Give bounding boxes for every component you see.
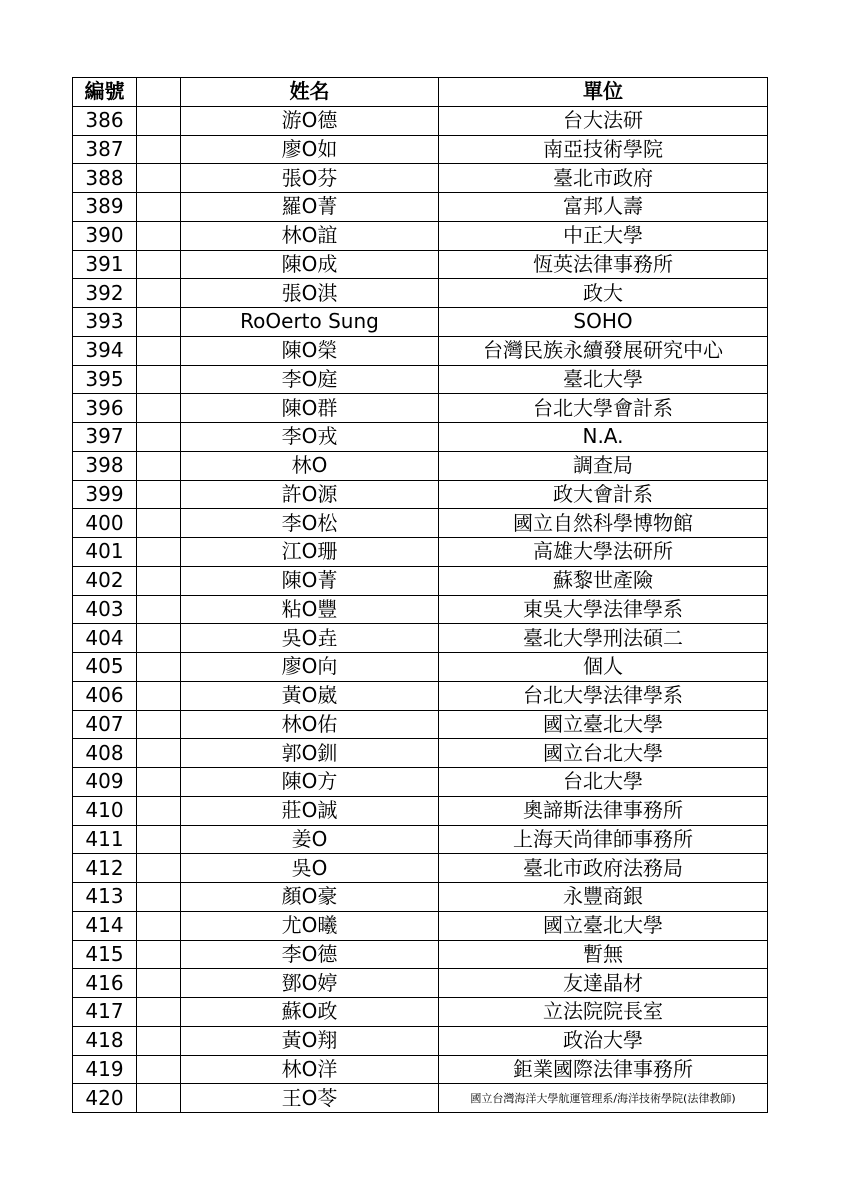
table-row (73, 566, 768, 595)
row-name: 吳O (181, 854, 439, 883)
row-id: 402 (73, 566, 137, 595)
row-unit: 上海天尚律師事務所 (439, 825, 768, 854)
row-name: RoOerto Sung (181, 308, 439, 337)
row-blank (137, 566, 181, 595)
row-name: 李O德 (181, 940, 439, 969)
row-id: 390 (73, 221, 137, 250)
row-id: 407 (73, 710, 137, 739)
row-id: 391 (73, 250, 137, 279)
row-unit: 國立自然科學博物館 (439, 509, 768, 538)
row-name: 尤O曦 (181, 911, 439, 940)
row-unit: 國立臺北大學 (439, 911, 768, 940)
table-row (73, 998, 768, 1027)
row-blank (137, 135, 181, 164)
row-id: 418 (73, 1026, 137, 1055)
row-id: 405 (73, 653, 137, 682)
table-row (73, 624, 768, 653)
table-row (73, 423, 768, 452)
row-blank (137, 1055, 181, 1084)
row-blank (137, 739, 181, 768)
row-id: 389 (73, 193, 137, 222)
row-id: 416 (73, 969, 137, 998)
table-row (73, 135, 768, 164)
table-row (73, 451, 768, 480)
row-blank (137, 250, 181, 279)
table-row (73, 538, 768, 567)
registrant-table (72, 77, 768, 1113)
row-name: 張O芬 (181, 164, 439, 193)
row-id: 386 (73, 106, 137, 135)
row-id: 400 (73, 509, 137, 538)
row-name: 廖O向 (181, 653, 439, 682)
table-row (73, 394, 768, 423)
row-unit: 國立臺北大學 (439, 710, 768, 739)
row-name: 李O松 (181, 509, 439, 538)
row-unit: 南亞技術學院 (439, 135, 768, 164)
row-id: 406 (73, 681, 137, 710)
table-row (73, 365, 768, 394)
row-blank (137, 1084, 181, 1113)
row-name: 郭O釧 (181, 739, 439, 768)
row-blank (137, 883, 181, 912)
table-row (73, 509, 768, 538)
row-id: 409 (73, 768, 137, 797)
row-blank (137, 394, 181, 423)
table-row (73, 710, 768, 739)
row-unit: 暫無 (439, 940, 768, 969)
table-row (73, 164, 768, 193)
row-name: 粘O豐 (181, 595, 439, 624)
row-blank (137, 969, 181, 998)
row-blank (137, 796, 181, 825)
row-blank (137, 653, 181, 682)
row-id: 395 (73, 365, 137, 394)
row-blank (137, 308, 181, 337)
row-blank (137, 940, 181, 969)
row-blank (137, 336, 181, 365)
row-blank (137, 854, 181, 883)
row-blank (137, 681, 181, 710)
row-id: 415 (73, 940, 137, 969)
row-id: 408 (73, 739, 137, 768)
table-row (73, 911, 768, 940)
row-name: 顏O豪 (181, 883, 439, 912)
row-blank (137, 164, 181, 193)
table-row (73, 854, 768, 883)
row-unit: 永豐商銀 (439, 883, 768, 912)
row-name: 黃O翔 (181, 1026, 439, 1055)
row-blank (137, 768, 181, 797)
row-unit: 立法院院長室 (439, 998, 768, 1027)
header-row (73, 78, 768, 107)
table-row (73, 1055, 768, 1084)
row-name: 林O洋 (181, 1055, 439, 1084)
row-name: 許O源 (181, 480, 439, 509)
row-blank (137, 480, 181, 509)
header-blank (137, 78, 181, 107)
row-unit: 台灣民族永續發展研究中心 (439, 336, 768, 365)
row-name: 黃O崴 (181, 681, 439, 710)
row-id: 420 (73, 1084, 137, 1113)
row-unit: 台北大學法律學系 (439, 681, 768, 710)
table-row (73, 308, 768, 337)
row-blank (137, 193, 181, 222)
row-name: 陳O榮 (181, 336, 439, 365)
row-id: 401 (73, 538, 137, 567)
row-blank (137, 538, 181, 567)
row-blank (137, 998, 181, 1027)
row-name: 陳O菁 (181, 566, 439, 595)
row-unit: 恆英法律事務所 (439, 250, 768, 279)
row-name: 廖O如 (181, 135, 439, 164)
row-blank (137, 911, 181, 940)
row-id: 412 (73, 854, 137, 883)
table-row (73, 969, 768, 998)
row-unit: 高雄大學法研所 (439, 538, 768, 567)
row-id: 417 (73, 998, 137, 1027)
row-unit: 政治大學 (439, 1026, 768, 1055)
row-name: 張O淇 (181, 279, 439, 308)
table-row (73, 480, 768, 509)
row-name: 吳O垚 (181, 624, 439, 653)
row-id: 392 (73, 279, 137, 308)
table-row (73, 106, 768, 135)
row-unit: 鉅業國際法律事務所 (439, 1055, 768, 1084)
table-row (73, 250, 768, 279)
header-name: 姓名 (181, 78, 439, 107)
row-blank (137, 710, 181, 739)
row-name: 李O庭 (181, 365, 439, 394)
row-id: 398 (73, 451, 137, 480)
row-name: 林O佑 (181, 710, 439, 739)
header-unit: 單位 (439, 78, 768, 107)
row-name: 姜O (181, 825, 439, 854)
row-blank (137, 451, 181, 480)
row-unit: 政大 (439, 279, 768, 308)
row-id: 419 (73, 1055, 137, 1084)
row-unit: 調查局 (439, 451, 768, 480)
row-name: 莊O誠 (181, 796, 439, 825)
row-unit: 中正大學 (439, 221, 768, 250)
row-name: 游O德 (181, 106, 439, 135)
row-blank (137, 595, 181, 624)
table-row (73, 681, 768, 710)
row-blank (137, 423, 181, 452)
table-row (73, 825, 768, 854)
row-blank (137, 509, 181, 538)
table-row (73, 1026, 768, 1055)
row-unit: 臺北大學刑法碩二 (439, 624, 768, 653)
row-name: 陳O方 (181, 768, 439, 797)
row-blank (137, 1026, 181, 1055)
row-blank (137, 221, 181, 250)
table-row (73, 336, 768, 365)
row-unit: 個人 (439, 653, 768, 682)
row-id: 399 (73, 480, 137, 509)
row-unit: 臺北大學 (439, 365, 768, 394)
table-row (73, 883, 768, 912)
row-unit: 臺北市政府法務局 (439, 854, 768, 883)
row-unit: 國立台灣海洋大學航運管理系/海洋技術學院(法律教師) (439, 1084, 768, 1113)
row-name: 林O誼 (181, 221, 439, 250)
row-name: 羅O菁 (181, 193, 439, 222)
row-id: 397 (73, 423, 137, 452)
row-blank (137, 106, 181, 135)
table-row (73, 653, 768, 682)
row-blank (137, 624, 181, 653)
table-row (73, 1084, 768, 1113)
row-name: 林O (181, 451, 439, 480)
row-id: 410 (73, 796, 137, 825)
row-unit: 台北大學 (439, 768, 768, 797)
table-row (73, 279, 768, 308)
row-unit: 奧諦斯法律事務所 (439, 796, 768, 825)
row-name: 陳O群 (181, 394, 439, 423)
row-unit: 台北大學會計系 (439, 394, 768, 423)
row-id: 413 (73, 883, 137, 912)
row-id: 394 (73, 336, 137, 365)
row-unit: 政大會計系 (439, 480, 768, 509)
row-id: 387 (73, 135, 137, 164)
row-unit: SOHO (439, 308, 768, 337)
row-unit: 台大法研 (439, 106, 768, 135)
table-row (73, 221, 768, 250)
row-unit: 國立台北大學 (439, 739, 768, 768)
table-row (73, 768, 768, 797)
row-name: 李O戎 (181, 423, 439, 452)
row-name: 鄧O婷 (181, 969, 439, 998)
table-row (73, 595, 768, 624)
row-unit: N.A. (439, 423, 768, 452)
row-unit: 臺北市政府 (439, 164, 768, 193)
table-row (73, 739, 768, 768)
row-name: 江O珊 (181, 538, 439, 567)
row-name: 蘇O政 (181, 998, 439, 1027)
row-unit: 蘇黎世產險 (439, 566, 768, 595)
row-id: 388 (73, 164, 137, 193)
row-id: 414 (73, 911, 137, 940)
header-id: 編號 (73, 78, 137, 107)
row-name: 王O苓 (181, 1084, 439, 1113)
row-unit: 富邦人壽 (439, 193, 768, 222)
row-blank (137, 825, 181, 854)
row-id: 396 (73, 394, 137, 423)
row-id: 403 (73, 595, 137, 624)
row-blank (137, 365, 181, 394)
row-id: 411 (73, 825, 137, 854)
table-row (73, 940, 768, 969)
row-unit: 友達晶材 (439, 969, 768, 998)
table-row (73, 796, 768, 825)
row-id: 404 (73, 624, 137, 653)
row-id: 393 (73, 308, 137, 337)
table-row (73, 193, 768, 222)
row-blank (137, 279, 181, 308)
row-name: 陳O成 (181, 250, 439, 279)
row-unit: 東吳大學法律學系 (439, 595, 768, 624)
